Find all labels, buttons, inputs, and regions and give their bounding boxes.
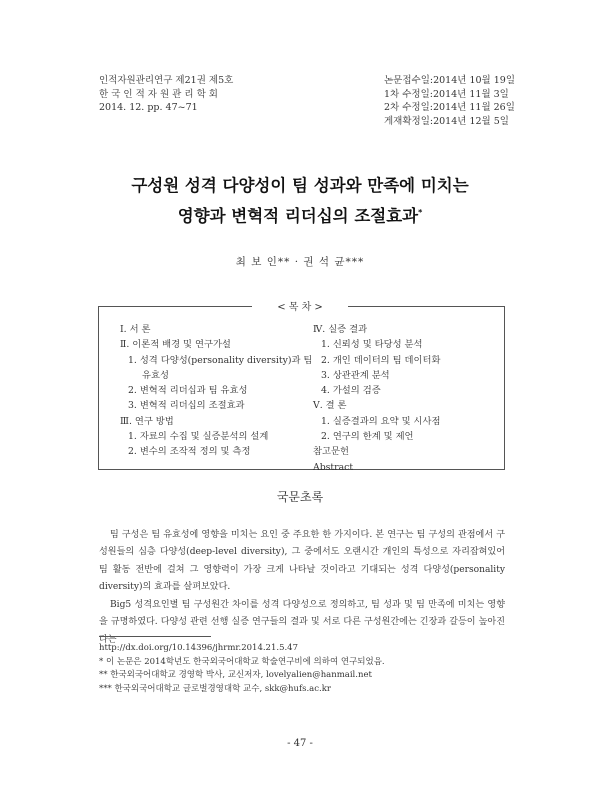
date-row: 2차 수정일: 2014년 11월 26일 — [384, 102, 515, 113]
footnote-author-2: *** 한국외국어대학교 글로벌경영대학 교수, skk@hufs.ac.kr — [99, 683, 331, 694]
footnotes — [99, 642, 385, 696]
submission-dates — [384, 74, 516, 128]
footnote-funding: * 이 논문은 2014학년도 한국외국어대학교 학술연구비에 의하여 연구되었음. — [99, 656, 385, 667]
toc-item: 유효성 — [142, 369, 169, 381]
page-number: - 47 - — [287, 738, 313, 749]
date-row: 논문접수일: 2014년 10월 19일 — [384, 75, 516, 86]
paper-title — [0, 172, 600, 230]
toc-item: Ⅲ. 연구 방법 — [120, 415, 174, 427]
toc-right-column — [313, 322, 440, 475]
toc-item: 1. 성격 다양성(personality diversity)과 팀 — [128, 354, 313, 366]
toc-item: Ⅱ. 이론적 배경 및 연구가설 — [120, 339, 231, 351]
title-line-2: 영향과 변혁적 리더십의 조절효과* — [177, 206, 423, 226]
title-footnote-mark: * — [418, 208, 423, 217]
toc-item: 2. 변수의 조작적 정의 및 측정 — [128, 446, 251, 458]
toc-item: Ⅳ. 실증 결과 — [313, 324, 368, 335]
date-row: 1차 수정일: 2014년 11월 3일 — [384, 88, 509, 100]
toc-item: 1. 신뢰성 및 타당성 분석 — [321, 339, 423, 351]
footnote-divider — [99, 636, 211, 637]
abstract-title: 국문초록 — [276, 490, 324, 504]
date-row: 게재확정일: 2014년 12월 5일 — [384, 115, 509, 127]
authors: 최 보 인** · 권 석 균*** — [235, 256, 365, 268]
toc-item: 참고문헌 — [313, 446, 349, 458]
footnote-author-1: ** 한국외국어대학교 경영학 박사, 교신저자, lovelyalien@hanmail.net — [99, 670, 372, 680]
toc-left-column — [120, 322, 312, 460]
toc-item: Abstract — [313, 461, 354, 473]
toc-item: 3. 변혁적 리더십의 조절효과 — [128, 400, 245, 412]
toc-item: Ⅴ. 결 론 — [313, 400, 347, 412]
toc-item: 2. 연구의 한계 및 제언 — [321, 431, 414, 443]
toc-item: 2. 개인 데이터의 팀 데이터화 — [321, 354, 441, 366]
toc-item: 3. 상관관계 분석 — [321, 369, 390, 381]
journal-name: 인적자원관리연구 제21권 제5호 — [99, 75, 234, 86]
toc-item: Ⅰ. 서 론 — [120, 324, 151, 335]
toc-item: 1. 자료의 수집 및 실증분석의 설계 — [128, 431, 269, 443]
footnote-doi: http://dx.doi.org/10.14396/jhrmr.2014.21.5.47 — [99, 643, 299, 653]
abstract-paragraph-2: Big5 성격요인별 팀 구성원간 차이를 성격 다양성으로 정의하고, 팀 성과 및 팀 만족에 미치는 영향을 규명하였다. 다양성 관련 선행 실증 연구들의 결과 및 서로 다른 구성원간에는 긴장과 갈등이 높아진다는 — [99, 600, 505, 645]
toc-label: < 목 차 > — [252, 298, 348, 313]
title-line-1: 구성원 성격 다양성이 팀 성과와 만족에 미치는 — [131, 176, 469, 195]
journal-society: 한 국 인 적 자 원 관 리 학 회 — [99, 88, 218, 100]
toc-item: 1. 실증결과의 요약 및 시사점 — [321, 415, 441, 427]
toc-item: 4. 가설의 검증 — [321, 385, 381, 397]
abstract-paragraph-1: 팀 구성은 팀 유효성에 영향을 미치는 요인 중 주요한 한 가지이다. 본 연구는 팀 구성의 관점에서 구성원들의 심층 다양성(deep-level diversity), 그 중에서도 오랜시간 개인의 특성으로 자리잡혀있어 팀 활동 전반에 걸쳐 그 영향력이 가장 크게 나타날 것이라고 기대되는 성격 다양성(personality diversity)의 효과를 살펴보았다. — [99, 530, 505, 592]
journal-info — [99, 74, 233, 115]
journal-issue: 2014. 12. pp. 47~71 — [99, 102, 198, 113]
toc-item: 2. 변혁적 리더십과 팀 유효성 — [128, 385, 248, 397]
